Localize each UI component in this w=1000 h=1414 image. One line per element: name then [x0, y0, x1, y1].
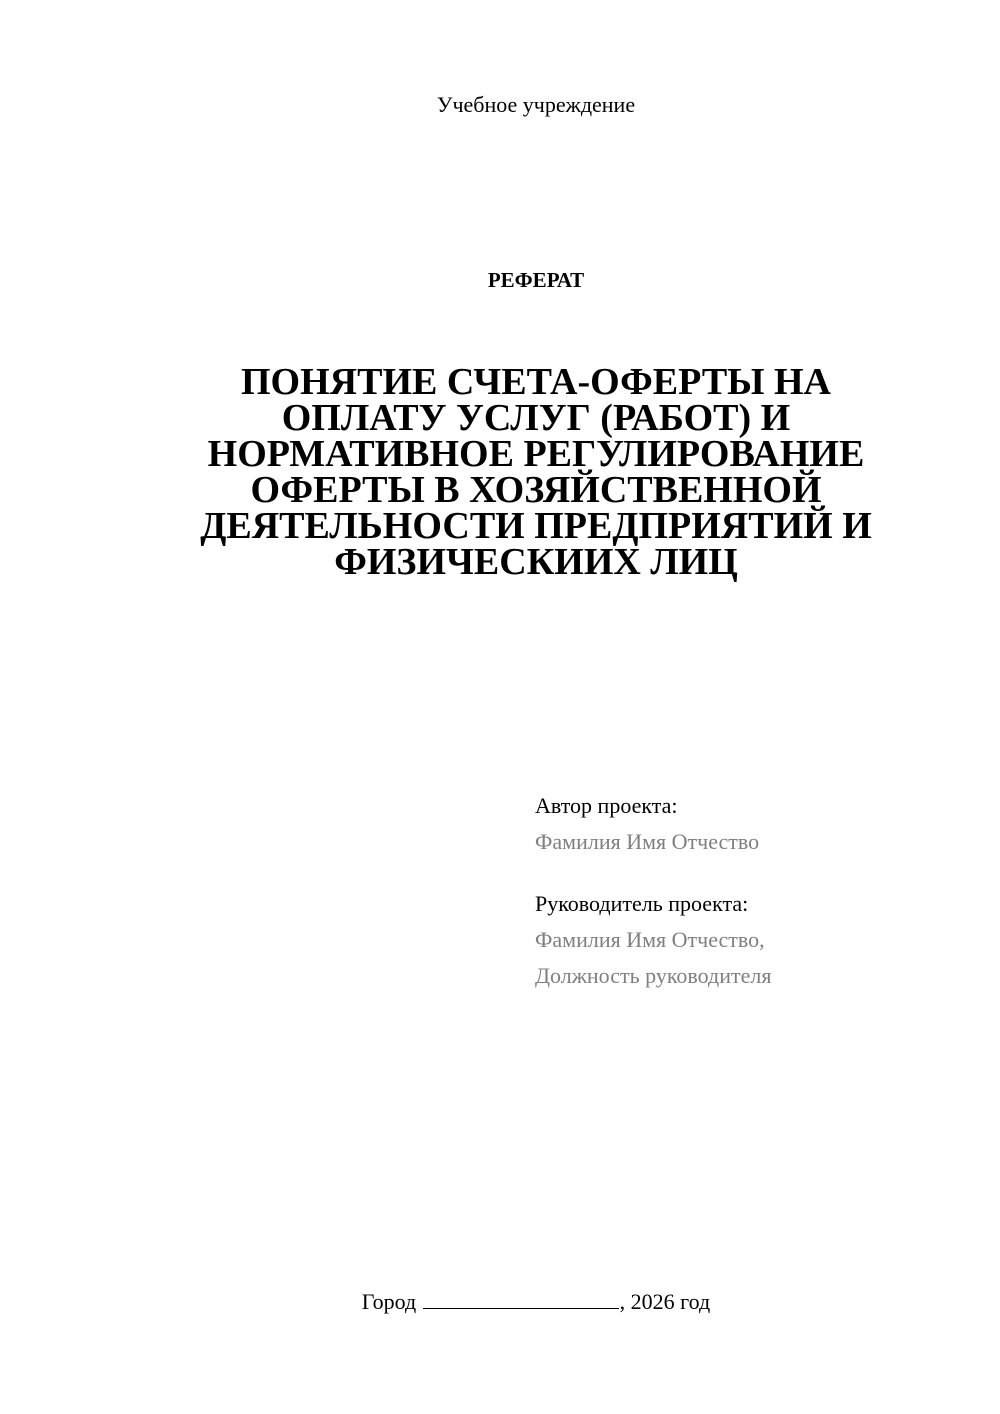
document-type: РЕФЕРАТ [487, 268, 585, 292]
title-line: ОФЕРТЫ В ХОЗЯЙСТВЕННОЙ [250, 469, 822, 511]
title-line: ОПЛАТУ УСЛУГ (РАБОТ) И [281, 397, 791, 439]
title-line: ПОНЯТИЕ СЧЕТА-ОФЕРТЫ НА [241, 361, 831, 403]
institution-name: Учебное учреждение [436, 92, 636, 117]
title-line: НОРМАТИВНОЕ РЕГУЛИРОВАНИЕ [207, 433, 865, 475]
city-year-line [0, 1288, 1000, 1315]
supervisor-position: Должность руководителя [535, 963, 772, 988]
credits-spacer [535, 860, 771, 886]
title-line: ДЕЯТЕЛЬНОСТИ ПРЕДПРИЯТИЙ И [200, 505, 872, 547]
title-line: ФИЗИЧЕСКИИХ ЛИЦ [334, 541, 738, 583]
supervisor-name: Фамилия Имя Отчество, [535, 927, 765, 952]
city-blank-line [423, 1288, 619, 1309]
credits-block [535, 788, 771, 994]
city-label: Город [361, 1289, 417, 1314]
author-name: Фамилия Имя Отчество [535, 829, 760, 854]
author-label: Автор проекта: [535, 793, 678, 818]
supervisor-label: Руководитель проекта: [535, 891, 749, 916]
document-title [150, 361, 922, 583]
year-text: , 2026 год [619, 1289, 711, 1314]
